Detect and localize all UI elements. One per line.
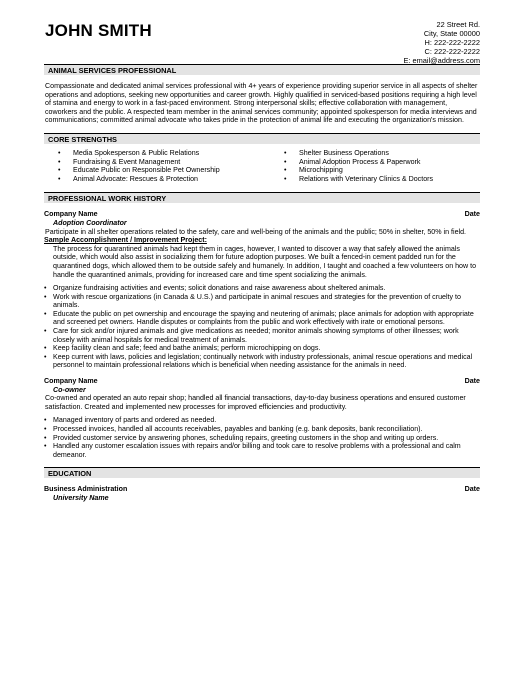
resume-header: [44, 18, 480, 64]
strength-item: • Educate Public on Responsible Pet Ownership: [58, 166, 270, 175]
job-duty-item: • Provided customer service by answering phones, scheduling repairs, greeting customers in the shop and writing up orders.: [44, 434, 480, 443]
job-duty-item: • Handled any customer escalation issues with repairs and/or billing and took care to resolve problems with a professional and calm demeanor.: [44, 442, 480, 459]
strength-item: • Fundraising & Event Management: [58, 158, 270, 167]
section-heading-education: EDUCATION: [44, 467, 480, 478]
strengths-list: [44, 149, 480, 183]
strengths-left-column: [44, 149, 270, 183]
strength-item: • Microchipping: [284, 166, 433, 175]
strength-item: • Relations with Veterinary Clinics & Doctors: [284, 175, 433, 184]
strength-item: • Shelter Business Operations: [284, 149, 433, 158]
strength-item: • Animal Advocate: Rescues & Protection: [58, 175, 270, 184]
job-duties-list: [44, 416, 480, 459]
job-duties-list: [44, 284, 480, 370]
strength-item: • Animal Adoption Process & Paperwork: [284, 158, 433, 167]
job-duty-item: • Managed inventory of parts and ordered as needed.: [44, 416, 480, 425]
cell-phone: C: 222-222-2222: [424, 47, 480, 56]
strength-item: • Media Spokesperson & Public Relations: [58, 149, 270, 158]
section-heading-work-history: PROFESSIONAL WORK HISTORY: [44, 192, 480, 203]
university-name: University Name: [53, 493, 109, 502]
candidate-name: JOHN SMITH: [45, 21, 152, 40]
contact-block: [403, 20, 480, 65]
company-name: Company Name: [44, 210, 98, 219]
section-heading-strengths: CORE STRENGTHS: [44, 133, 480, 144]
accomplishment-text: The process for quarantined animals had kept them in cages, however, I wanted to discover a way that safely allowed the animals outside, which would also assist in socializing them for future adoption purposes. We built a fenced-in cement padded run for the quarantined dogs, which allowed them to be outside safely and humanely. In addition, I taught and coached a few volunteers on how to handle the quarantined animals, providing for increased care and time spent socializing the animals.: [53, 244, 477, 279]
job-title: Co-owner: [53, 385, 86, 394]
address-line: 22 Street Rd.: [436, 20, 480, 29]
home-phone: H: 222-222-2222: [424, 38, 480, 47]
email-address: E: email@address.com: [403, 56, 480, 65]
resume-page: [44, 18, 480, 503]
job-duty-item: • Work with rescue organizations (in Canada & U.S.) and participate in animal rescues and strategies for the prevention of cruelty to animals.: [44, 293, 480, 310]
company-name: Company Name: [44, 377, 98, 386]
job-duty-item: • Educate the public on pet ownership and encourage the spaying and neutering of animals; place animals for adoption with appropriate and screened pet owners. Handle disputes or complaints from the public and work effectively with irate or emotional persons.: [44, 310, 480, 327]
job-duty-item: • Processed invoices, handled all accounts receivables, payables and banking (e.g. bank deposits, bank reconciliation).: [44, 425, 480, 434]
job-description: Participate in all shelter operations related to the safety, care and well-being of the animals and the public; 50% in shelter, 50% in field.: [45, 227, 467, 236]
job-duty-item: • Care for sick and/or injured animals and give medications as needed; monitor animals showing symptoms of other illnesses; work closely with animal hospitals for medical treatment of animals.: [44, 327, 480, 344]
job-duty-item: • Organize fundraising activities and events; solicit donations and raise awareness about sheltered animals.: [44, 284, 480, 293]
job-entry: [44, 210, 480, 370]
city-line: City, State 00000: [423, 29, 480, 38]
strengths-right-column: [270, 149, 433, 183]
job-description: Co-owned and operated an auto repair shop; handled all financial transactions, day-to-day business operations and ensured customer satisfaction. Created and implemented new processes for improved efficiencies and productivity.: [45, 394, 466, 411]
education-date: Date: [464, 485, 480, 494]
section-heading-summary: ANIMAL SERVICES PROFESSIONAL: [44, 64, 480, 75]
summary-paragraph: Compassionate and dedicated animal services professional with 4+ years of experience providing superior service in all aspects of shelter operations and adoptions, seeking new opportunities and career growth. Highly qualified in serviced-based positions requiring a high level of stamina and energy to work in a fast-paced environment. Strong interpersonal skills; effective collaboration with management, coworkers and the public. A respected team member in the animal services community; appointed spokesperson for media interviews and communications; committed animal advocate who takes pride in the protection of animal life and executing the organization's mission.: [45, 82, 478, 125]
job-duty-item: • Keep facility clean and safe; feed and bathe animals; perform microchipping on dogs.: [44, 344, 480, 353]
job-date: Date: [464, 377, 480, 386]
job-entry: [44, 377, 480, 459]
degree-name: Business Administration: [44, 485, 128, 494]
accomplishment-heading: Sample Accomplishment / Improvement Project:: [44, 236, 207, 245]
job-title: Adoption Coordinator: [53, 218, 127, 227]
job-date: Date: [464, 210, 480, 219]
job-duty-item: • Keep current with laws, policies and legislation; continually network with industry professionals, animal rescue operations and medical personnel to maintain professional relations which is beneficial when needing assistance for the animals in need.: [44, 353, 480, 370]
education-entry: [44, 485, 480, 502]
